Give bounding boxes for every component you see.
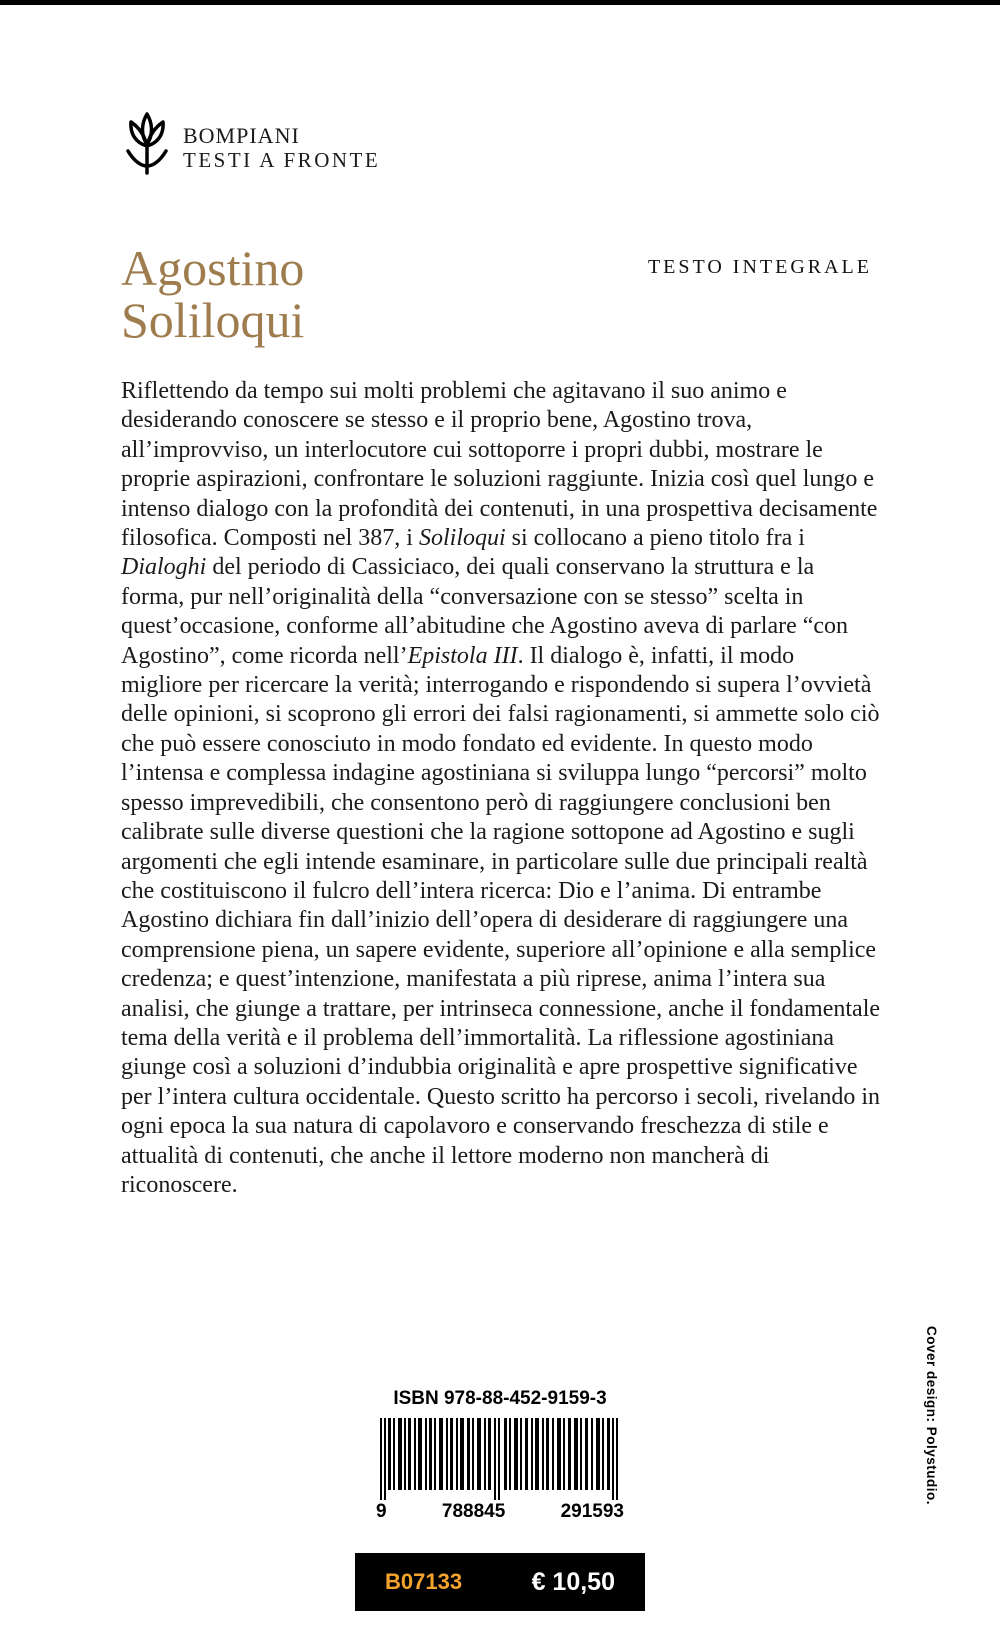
top-edge-rule (0, 0, 1000, 5)
bompiani-flower-icon (124, 110, 170, 181)
barcode-digit-group: 788845 (441, 1501, 506, 1522)
barcode-block (355, 1388, 645, 1523)
barcode (380, 1418, 620, 1500)
publisher-text (183, 110, 380, 173)
product-code: B07133 (385, 1569, 463, 1594)
author-title-block (121, 242, 304, 346)
publisher-brand (124, 110, 380, 181)
publisher-name: BOMPIANI (183, 123, 300, 148)
isbn-label: ISBN 978-88-452-9159-3 (393, 1388, 607, 1409)
price: € 10,50 (531, 1567, 615, 1596)
series-name: TESTI A FRONTE (183, 148, 381, 172)
barcode-digits (376, 1501, 624, 1523)
back-cover-blurb: Riflettendo da tempo sui molti problemi che agitavano il suo animo e desiderando conoscere se stesso e il proprio bene, Agostino trova, all’improvviso, un interlocutore cui sottoporre i propri dubbi, mostrare le proprie aspirazioni, confrontare le soluzioni raggiunte. Inizia così quel lungo e intenso dialogo con la profondità dei contenuti, in una prospettiva decisamente filosofica. Composti nel 387, i Soliloqui si collocano a pieno titolo fra i Dialoghi del periodo di Cassiciaco, dei quali conservano la struttura e la forma, pur nell’originalità della “conversazione con se stesso” scelta in quest’occasione, conforme all’abitudine che Agostino aveva di parlare “con Agostino”, come ricorda nell’Epistola III. Il dialogo è, infatti, il modo migliore per ricercare la verità; interrogando e rispondendo si supera l’ovvietà delle opinioni, si scoprono gli errori dei falsi ragionamenti, si ammette solo ciò che può essere conosciuto in modo fondato ed evidente. In questo modo l’intensa e complessa indagine agostiniana si sviluppa lungo “percorsi” molto spesso imprevedibili, che consentono però di raggiungere conclusioni ben calibrate sulle diverse questioni che la ragione sottopone ad Agostino e sugli argomenti che egli intende esaminare, in particolare sulle due principali realtà che costituiscono il fulcro dell’intera ricerca: Dio e l’anima. Di entrambe Agostino dichiara fin dall’inizio dell’opera di desiderare di raggiungere una comprensione piena, un sapere evidente, superiore all’opinione e alla semplice credenza; e quest’intenzione, manifestata a più riprese, anima l’intera sua analisi, che giunge a trattare, per intrinseca connessione, anche il fondamentale tema della verità e il problema dell’immortalità. La riflessione agostiniana giunge così a soluzioni d’indubbia originalità e apre prospettive significative per l’intera cultura occidentale. Questo scritto ha percorso i secoli, rivelando in ogni epoca la sua natura di capolavoro e conservando freschezza di stile e attualità di contenuti, che anche il lettore moderno non mancherà di riconoscere. (121, 378, 881, 1198)
barcode-digit-group: 9 (376, 1501, 387, 1522)
edition-note: TESTO INTEGRALE (647, 256, 872, 278)
barcode-digit-group: 291593 (560, 1501, 624, 1522)
price-bar (355, 1553, 645, 1611)
cover-design-credit: Cover design: Polystudio. (924, 1326, 939, 1506)
book-title: Soliloqui (121, 292, 305, 348)
author-name: Agostino (121, 240, 305, 296)
